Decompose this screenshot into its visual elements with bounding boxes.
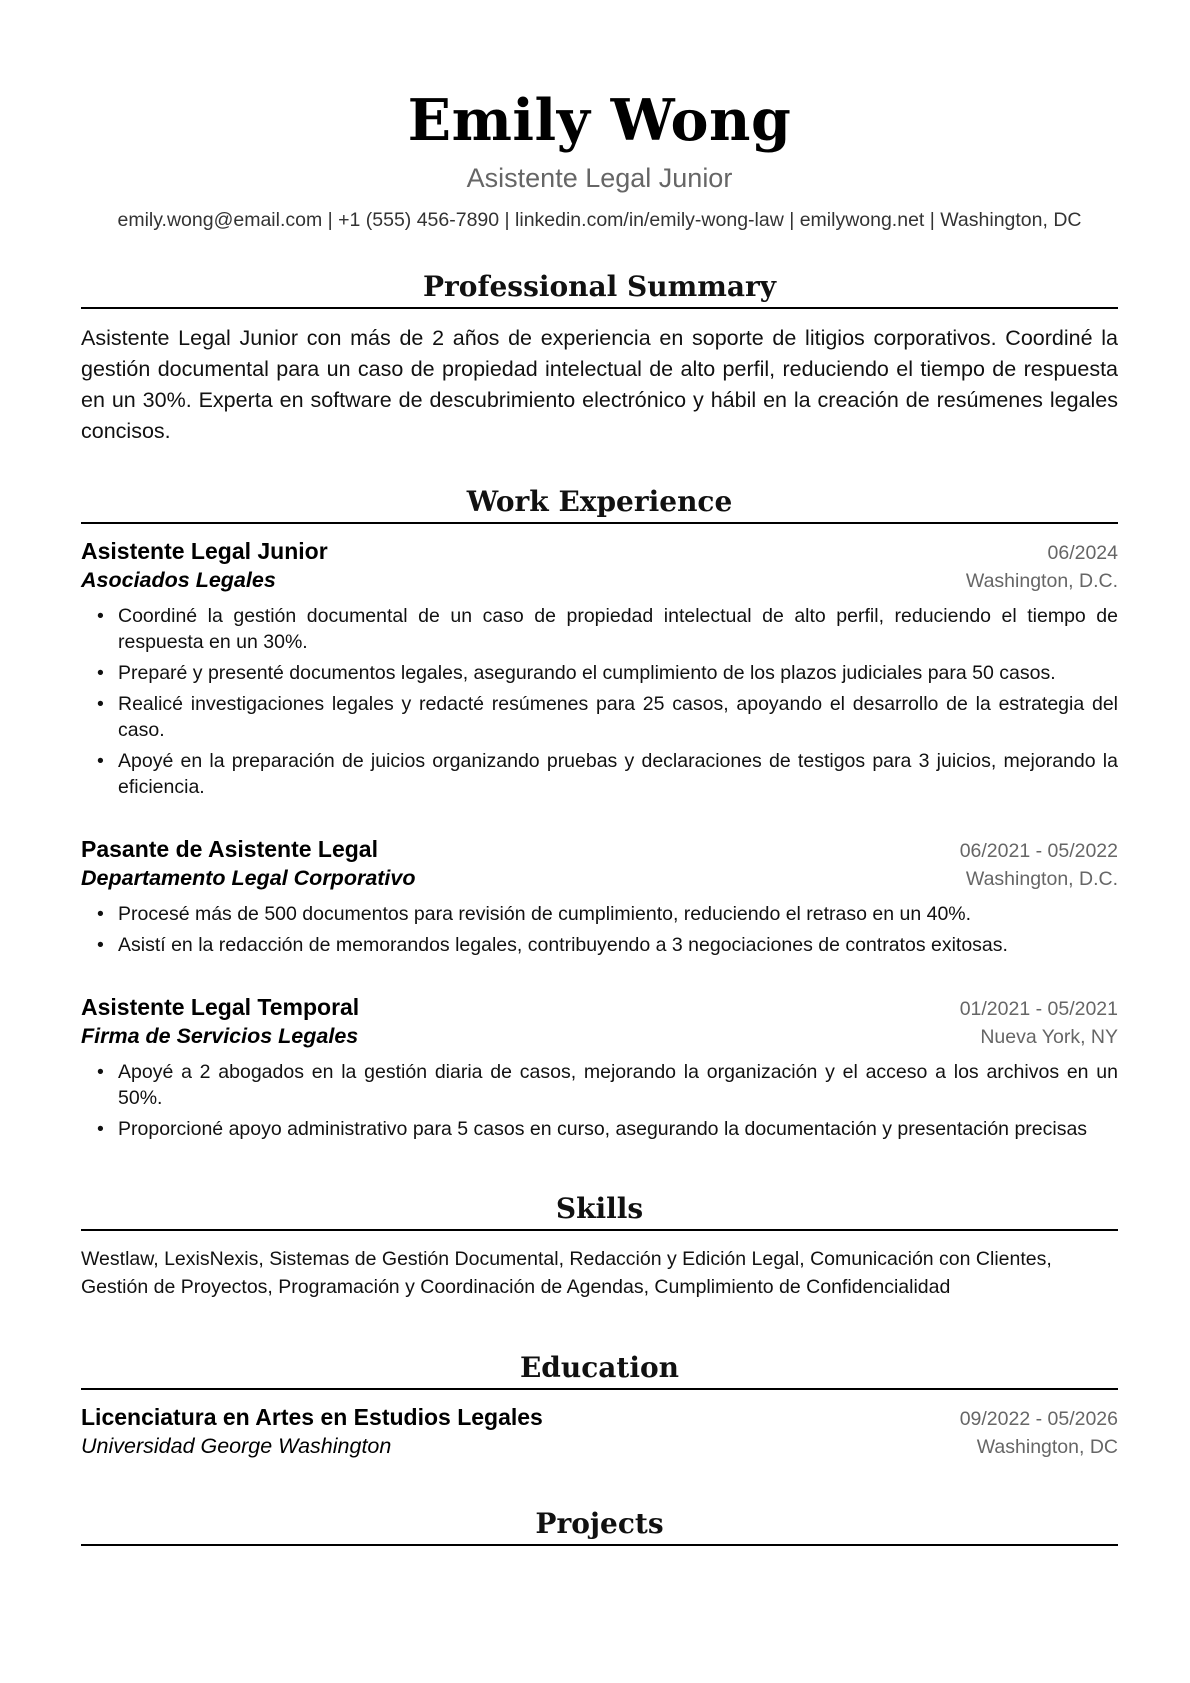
candidate-title: Asistente Legal Junior <box>466 163 733 193</box>
section-heading-summary: Professional Summary <box>81 270 1118 309</box>
experience-section <box>81 485 1118 1142</box>
summary-section <box>81 270 1118 447</box>
summary-text: Asistente Legal Junior con más de 2 años de experiencia en soporte de litigios corporativos. Coordiné la gestión documental para un caso de propiedad intelectual de alto perfil, reduciendo el tiempo de respuesta en un 30%. Experta en software de descubrimiento electrónico y hábil en la creación de resúmenes legales concisos. <box>81 326 1118 443</box>
section-heading-skills: Skills <box>81 1192 1118 1231</box>
job-bullets <box>81 901 1118 958</box>
job-title: Pasante de Asistente Legal <box>81 836 378 862</box>
job-bullet: • Realicé investigaciones legales y redacté resúmenes para 25 casos, apoyando el desarrollo de la estrategia del caso. <box>81 691 1118 743</box>
job-company: Departamento Legal Corporativo <box>81 866 416 890</box>
job-company: Firma de Servicios Legales <box>81 1024 359 1048</box>
job-bullets <box>81 603 1118 800</box>
job-location: Washington, D.C. <box>965 570 1118 592</box>
job-bullet: • Asistí en la redacción de memorandos legales, contribuyendo a 3 negociaciones de contratos exitosas. <box>81 932 1118 958</box>
contact-line: emily.wong@email.com | +1 (555) 456-7890 | linkedin.com/in/emily-wong-law | emilywong.net | Washington, DC <box>117 209 1082 231</box>
section-heading-education: Education <box>81 1351 1118 1390</box>
job-location: Washington, D.C. <box>965 868 1118 890</box>
job-entry <box>81 536 1118 800</box>
education-date: 09/2022 - 05/2026 <box>959 1408 1118 1430</box>
job-bullet: • Preparé y presenté documentos legales, asegurando el cumplimiento de los plazos judiciales para 50 casos. <box>81 660 1118 686</box>
degree-title: Licenciatura en Artes en Estudios Legales <box>81 1404 543 1430</box>
job-title: Asistente Legal Junior <box>81 538 328 564</box>
education-section <box>81 1351 1118 1461</box>
job-date: 01/2021 - 05/2021 <box>959 998 1118 1020</box>
resume-header <box>81 88 1118 232</box>
job-location: Nueva York, NY <box>980 1026 1118 1048</box>
skills-section <box>81 1192 1118 1301</box>
education-location: Washington, DC <box>976 1436 1118 1458</box>
school-name: Universidad George Washington <box>81 1434 392 1458</box>
projects-section <box>81 1507 1118 1546</box>
job-bullet: • Coordiné la gestión documental de un caso de propiedad intelectual de alto perfil, reduciendo el tiempo de respuesta en un 30%. <box>81 603 1118 655</box>
job-entry <box>81 834 1118 958</box>
job-date: 06/2021 - 05/2022 <box>959 840 1118 862</box>
job-date: 06/2024 <box>1047 542 1118 564</box>
job-bullet: • Apoyé a 2 abogados en la gestión diaria de casos, mejorando la organización y el acceso a los archivos en un 50%. <box>81 1059 1118 1111</box>
education-entry <box>81 1402 1118 1461</box>
job-bullet: • Proporcioné apoyo administrativo para 5 casos en curso, asegurando la documentación y presentación precisas <box>81 1116 1118 1142</box>
section-heading-projects: Projects <box>81 1507 1118 1546</box>
job-bullet: • Apoyé en la preparación de juicios organizando pruebas y declaraciones de testigos para 3 juicios, mejorando la eficiencia. <box>81 748 1118 800</box>
job-entry <box>81 992 1118 1142</box>
candidate-name: Emily Wong <box>407 87 792 154</box>
section-heading-experience: Work Experience <box>81 485 1118 524</box>
job-bullet: • Procesé más de 500 documentos para revisión de cumplimiento, reduciendo el retraso en un 40%. <box>81 901 1118 927</box>
job-bullets <box>81 1059 1118 1142</box>
resume-page <box>81 0 1118 1546</box>
job-title: Asistente Legal Temporal <box>81 994 360 1020</box>
job-company: Asociados Legales <box>81 568 276 592</box>
skills-text: Westlaw, LexisNexis, Sistemas de Gestión Documental, Redacción y Edición Legal, Comunicación con Clientes, Gestión de Proyectos, Programación y Coordinación de Agendas, Cumplimiento de Confidencialidad <box>81 1248 1052 1298</box>
